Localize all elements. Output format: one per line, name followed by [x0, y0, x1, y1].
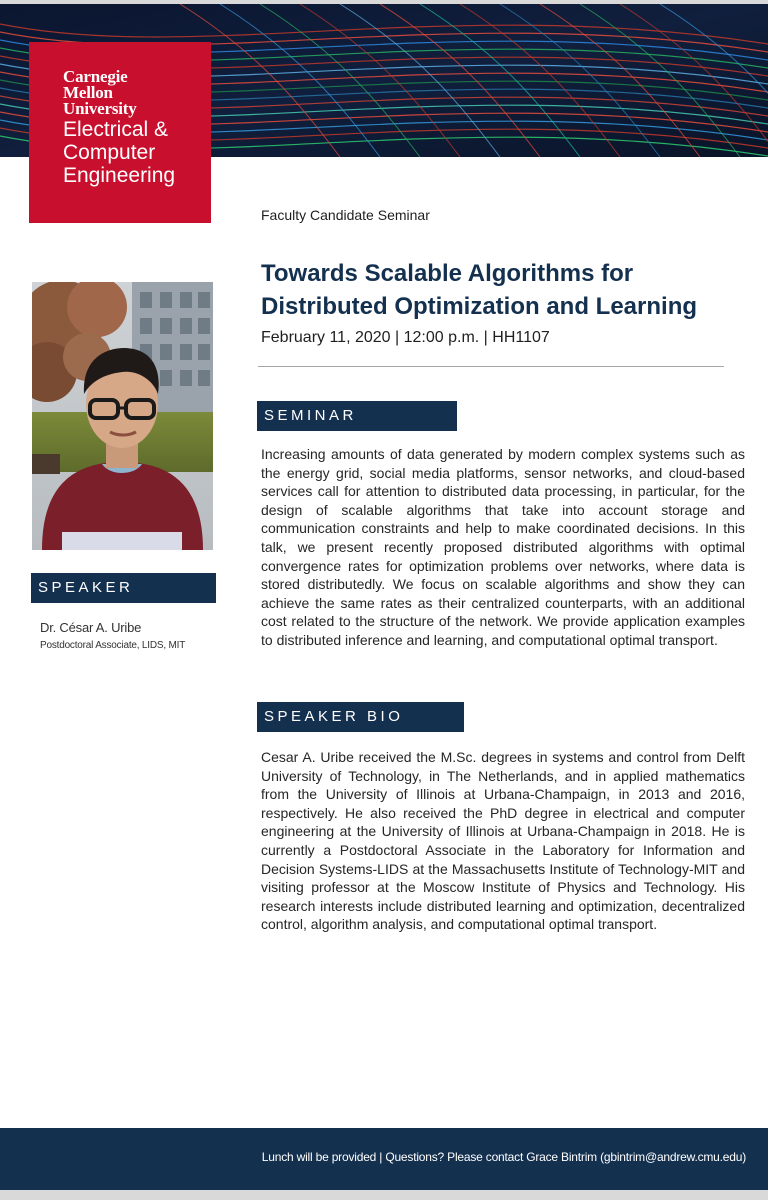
seminar-kind: Faculty Candidate Seminar	[261, 207, 430, 223]
speaker-bio-section-heading: SPEAKER BIO	[257, 702, 464, 732]
speaker-section-heading: SPEAKER	[31, 573, 216, 603]
footer-contact-text: Lunch will be provided | Questions? Please contact Grace Bintrim (gbintrim@andrew.cmu.edu)	[261, 1150, 746, 1164]
speaker-photo	[32, 282, 213, 550]
seminar-section-heading: SEMINAR	[257, 401, 457, 431]
speaker-bio-text: Cesar A. Uribe received the M.Sc. degrees in systems and control from Delft University of Technology, in The Netherlands, and in applied mathematics from the University of Illinois at Urbana-Champaign, in 2013 and 2016, respectively. He also received the PhD degree in electrical and computer engineering at the University of Illinois at Urbana-Champaign in 2018. He is currently a Postdoctoral Associate in the Laboratory for Information and Decision Systems-LIDS at the Massachusetts Institute of Technology-MIT and visiting professor at the Moscow Institute of Physics and Technology. His research interests include distributed learning and optimization, decentralized control, algorithm analysis, and computational optimal transport.	[261, 749, 745, 933]
logo-university-name: Carnegie Mellon University	[63, 67, 137, 118]
bottom-border	[0, 1190, 768, 1200]
cmu-ece-logo	[29, 42, 211, 223]
divider	[258, 366, 724, 367]
talk-date-time-location: February 11, 2020 | 12:00 p.m. | HH1107	[261, 329, 550, 346]
logo-department-name: Electrical & Computer Engineering	[63, 118, 176, 187]
footer-bar	[0, 1128, 768, 1190]
speaker-affiliation: Postdoctoral Associate, LIDS, MIT	[40, 640, 186, 651]
speaker-name: Dr. César A. Uribe	[40, 620, 142, 635]
seminar-abstract: Increasing amounts of data generated by modern complex systems such as the energy grid, social media platforms, sensor networks, and cloud-based services call for attention to distributed data processing, in particular, for the design of scalable algorithms that take into account storage and communication constraints and help to make coordinated decisions. In this talk, we present recently proposed distributed algorithms with optimal convergence rates for optimization problems over networks, where data is stored distributedly. We focus on scalable algorithms and show they can achieve the same rates as their centralized counterparts, with an additional cost related to the structure of the network. We provide application examples to distributed inference and learning, and computational optimal transport.	[261, 446, 745, 648]
talk-title: Towards Scalable Algorithms for Distributed Optimization and Learning	[261, 260, 698, 320]
